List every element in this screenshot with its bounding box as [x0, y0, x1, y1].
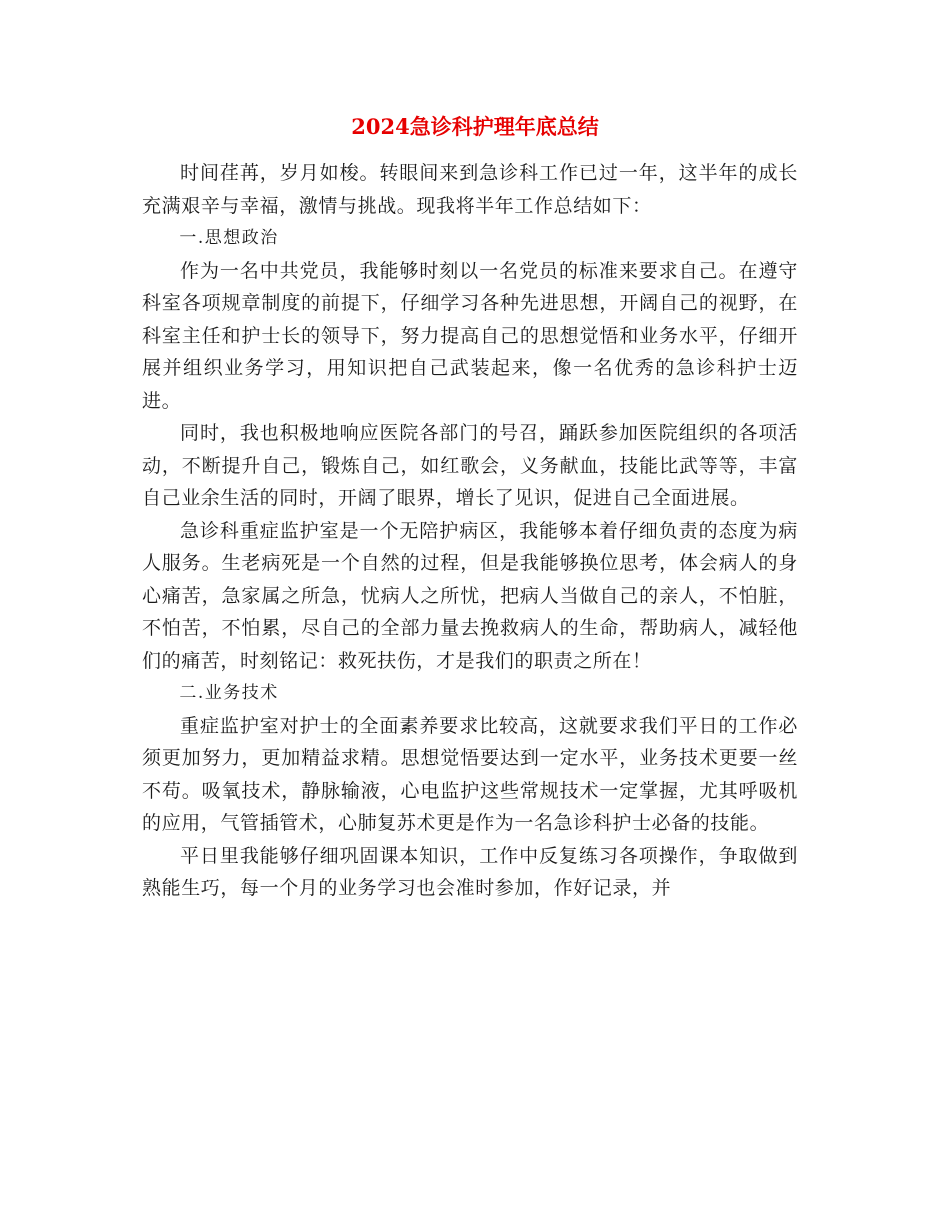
document-title: 2024急诊科护理年底总结	[351, 114, 599, 139]
paragraph-icu-service: 急诊科重症监护室是一个无陪护病区，我能够本着仔细负责的态度为病人服务。生老病死是一个自然的过程，但是我能够换位思考，体会病人的身心痛苦，急家属之所急，忧病人之所忧，把病人当做自己的亲人，不怕脏，不怕苦，不怕累，尽自己的全部力量去挽救病人的生命，帮助病人，减轻他们的痛苦，时刻铭记：救死扶伤，才是我们的职责之所在！	[142, 519, 798, 672]
document-body	[142, 157, 798, 905]
paragraph-daily-practice: 平日里我能够仔细巩固课本知识，工作中反复练习各项操作，争取做到熟能生巧，每一个月的业务学习也会准时参加，作好记录，并	[142, 844, 798, 899]
paragraph-intro: 时间荏苒，岁月如梭。转眼间来到急诊科工作已过一年，这半年的成长充满艰辛与幸福，激情与挑战。现我将半年工作总结如下：	[142, 162, 798, 217]
paragraph-party-member: 作为一名中共党员，我能够时刻以一名党员的标准来要求自己。在遵守科室各项规章制度的前提下，仔细学习各种先进思想，开阔自己的视野，在科室主任和护士长的领导下，努力提高自己的思想觉悟和业务水平，仔细开展并组织业务学习，用知识把自己武装起来，像一名优秀的急诊科护士迈进。	[142, 259, 798, 412]
paragraph-activities: 同时，我也积极地响应医院各部门的号召，踊跃参加医院组织的各项活动，不断提升自己，锻炼自己，如红歌会，义务献血，技能比武等等，丰富自己业余生活的同时，开阔了眼界，增长了见识，促进自己全面进展。	[142, 422, 798, 509]
section-heading-politics: 一.思想政治	[179, 228, 279, 248]
paragraph-icu-requirements: 重症监护室对护士的全面素养要求比较高，这就要求我们平日的工作必须更加努力，更加精益求精。思想觉悟要达到一定水平，业务技术更要一丝不苟。吸氧技术，静脉输液，心电监护这些常规技术一定掌握，尤其呼吸机的应用，气管插管术，心肺复苏术更是作为一名急诊科护士必备的技能。	[142, 714, 798, 834]
section-heading-skills: 二.业务技术	[179, 683, 279, 703]
